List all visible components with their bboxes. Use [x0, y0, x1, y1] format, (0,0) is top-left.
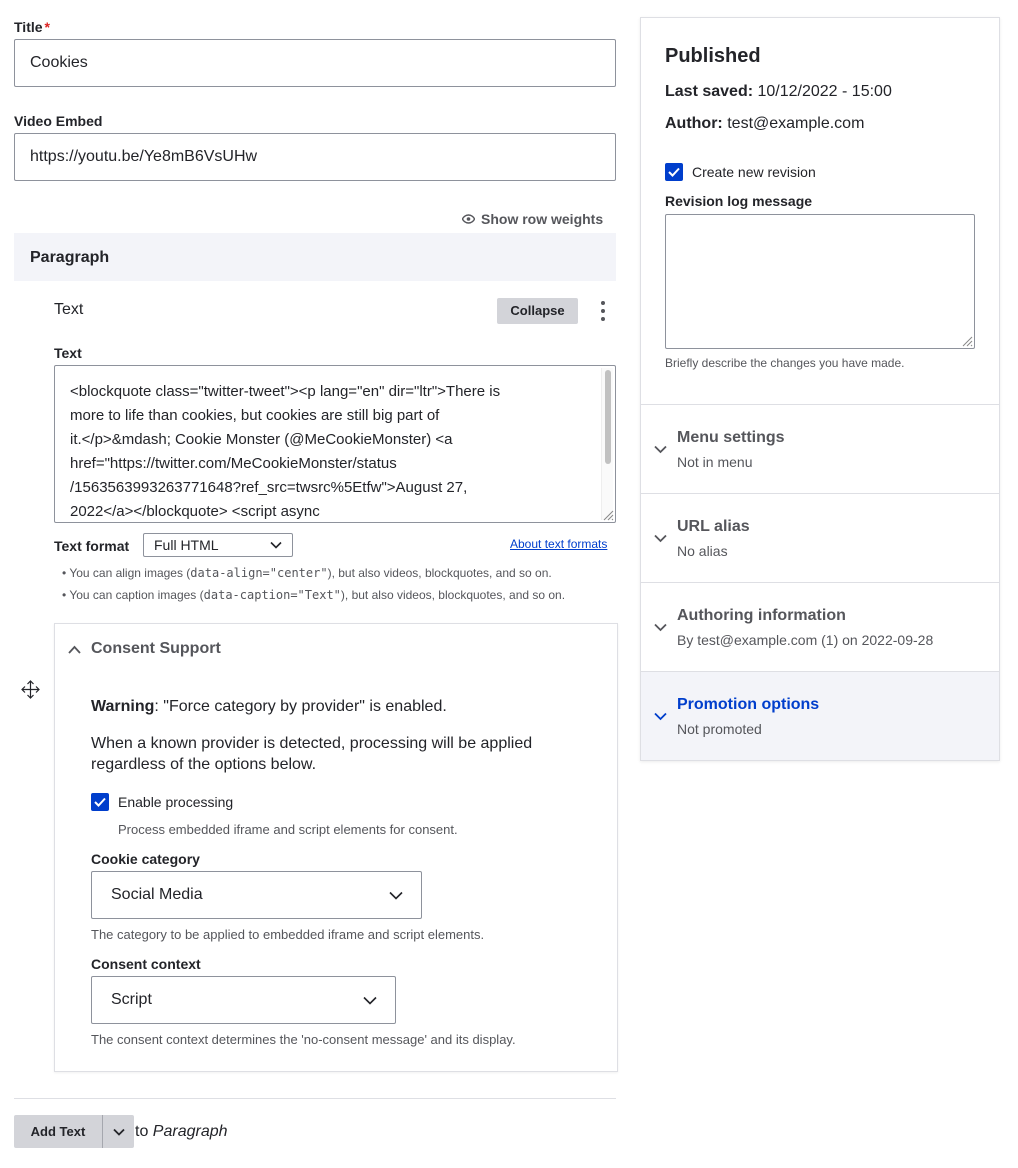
textarea-line: /1563563993263771648?ref_src=twsrc%5Etfw">August 27,: [70, 479, 468, 496]
textarea-line: it.</p>&mdash; Cookie Monster (@MeCookieMonster) <a: [70, 431, 453, 448]
chevron-down-icon: [389, 891, 403, 900]
consent-context-value: Script: [111, 991, 152, 1008]
revision-log-textarea[interactable]: [665, 214, 975, 349]
textarea-line: 2022</a></blockquote> <script async: [70, 503, 320, 520]
enable-processing-label[interactable]: Enable processing: [118, 794, 234, 810]
publish-status: Published: [665, 45, 761, 67]
checkmark-icon: [668, 167, 680, 177]
resize-handle-icon[interactable]: [961, 335, 973, 347]
warning-text: : "Force category by provider" is enabled.: [154, 698, 447, 715]
format-tip: • You can align images (data-align="center"), but also videos, blockquotes, and so on.: [62, 566, 552, 580]
promotion-options-section[interactable]: [641, 671, 999, 760]
chevron-down-icon: [270, 541, 282, 549]
consent-context-select[interactable]: [91, 976, 396, 1024]
add-text-button[interactable]: Add Text: [14, 1115, 102, 1148]
warning-message: [91, 698, 447, 716]
checkmark-icon: [94, 797, 106, 807]
drag-handle-icon[interactable]: [21, 680, 40, 699]
consent-context-label: Consent context: [91, 956, 201, 972]
warning-label: Warning: [91, 698, 155, 715]
collapse-button[interactable]: Collapse: [497, 298, 578, 324]
chevron-down-icon: [363, 996, 377, 1005]
chevron-down-icon: [654, 712, 667, 721]
add-options-toggle[interactable]: [102, 1115, 134, 1148]
text-format-value: Full HTML: [154, 537, 219, 553]
cookie-category-value: Social Media: [111, 886, 203, 903]
scrollbar-thumb[interactable]: [605, 370, 611, 464]
text-format-select[interactable]: [143, 533, 293, 557]
format-tip: • You can caption images (data-caption="Text"), but also videos, blockquotes, and so on.: [62, 588, 566, 602]
textarea-content: [70, 380, 500, 523]
consent-support-toggle[interactable]: [68, 640, 221, 658]
show-row-weights-button[interactable]: [462, 211, 603, 227]
consent-context-desc: The consent context determines the 'no-consent message' and its display.: [91, 1032, 516, 1047]
cookie-category-select[interactable]: [91, 871, 422, 919]
consent-support-title: Consent Support: [91, 640, 221, 657]
menu-settings-title: Menu settings: [677, 429, 785, 446]
resize-handle-icon[interactable]: [602, 509, 614, 521]
paragraph-item-type: Text: [54, 301, 84, 318]
cookie-category-label: Cookie category: [91, 851, 200, 867]
cookie-category-desc: The category to be applied to embedded iframe and script elements.: [91, 927, 485, 942]
about-text-formats-link[interactable]: About text formats: [510, 537, 608, 551]
url-alias-title: URL alias: [677, 518, 750, 535]
chevron-up-icon: [68, 645, 81, 654]
last-saved: Last saved: 10/12/2022 - 15:00: [665, 83, 892, 100]
video-embed-label: Video Embed: [14, 113, 103, 129]
create-revision-checkbox[interactable]: [665, 163, 683, 181]
warning-detail: When a known provider is detected, processing will be applied regardless of the options below.: [91, 735, 533, 773]
add-target-text: to Paragraph: [135, 1123, 228, 1140]
required-mark: *: [44, 19, 50, 35]
chevron-down-icon: [113, 1128, 125, 1136]
revision-log-label: Revision log message: [665, 193, 813, 209]
text-body-textarea[interactable]: [54, 365, 616, 523]
paragraph-header-label: Paragraph: [30, 249, 110, 266]
paragraph-header: [14, 233, 616, 281]
textarea-line: more to life than cookies, but cookies are still big part of: [70, 407, 440, 424]
menu-settings-section[interactable]: [641, 404, 999, 493]
authoring-information-section[interactable]: [641, 582, 999, 671]
menu-settings-summary: Not in menu: [677, 454, 753, 470]
textarea-scrollbar[interactable]: [601, 368, 613, 520]
text-format-label: Text format: [54, 538, 130, 554]
revision-log-desc: Briefly describe the changes you have made.: [665, 356, 905, 370]
textarea-line: href="https://twitter.com/MeCookieMonster/status: [70, 455, 397, 472]
chevron-down-icon: [654, 623, 667, 632]
authoring-information-title: Authoring information: [677, 607, 846, 624]
divider: [14, 1098, 616, 1099]
promotion-options-summary: Not promoted: [677, 721, 762, 737]
author: Author: test@example.com: [665, 115, 865, 132]
create-revision-label[interactable]: Create new revision: [692, 164, 816, 180]
show-row-weights-label: Show row weights: [481, 211, 604, 227]
enable-processing-checkbox[interactable]: [91, 793, 109, 811]
url-alias-section[interactable]: [641, 493, 999, 582]
text-label: Text: [54, 345, 82, 361]
enable-processing-desc: Process embedded iframe and script elements for consent.: [118, 822, 458, 837]
more-options-icon[interactable]: [598, 301, 608, 321]
authoring-information-summary: By test@example.com (1) on 2022-09-28: [677, 632, 934, 648]
title-label: Title *: [14, 19, 50, 35]
video-embed-input[interactable]: https://youtu.be/Ye8mB6VsUHw: [14, 133, 616, 181]
chevron-down-icon: [654, 445, 667, 454]
url-alias-summary: No alias: [677, 543, 728, 559]
chevron-down-icon: [654, 534, 667, 543]
title-input[interactable]: Cookies: [14, 39, 616, 87]
eye-icon: [462, 214, 475, 224]
textarea-line: <blockquote class="twitter-tweet"><p lang="en" dir="ltr">There is: [70, 383, 501, 400]
promotion-options-title: Promotion options: [677, 696, 820, 713]
